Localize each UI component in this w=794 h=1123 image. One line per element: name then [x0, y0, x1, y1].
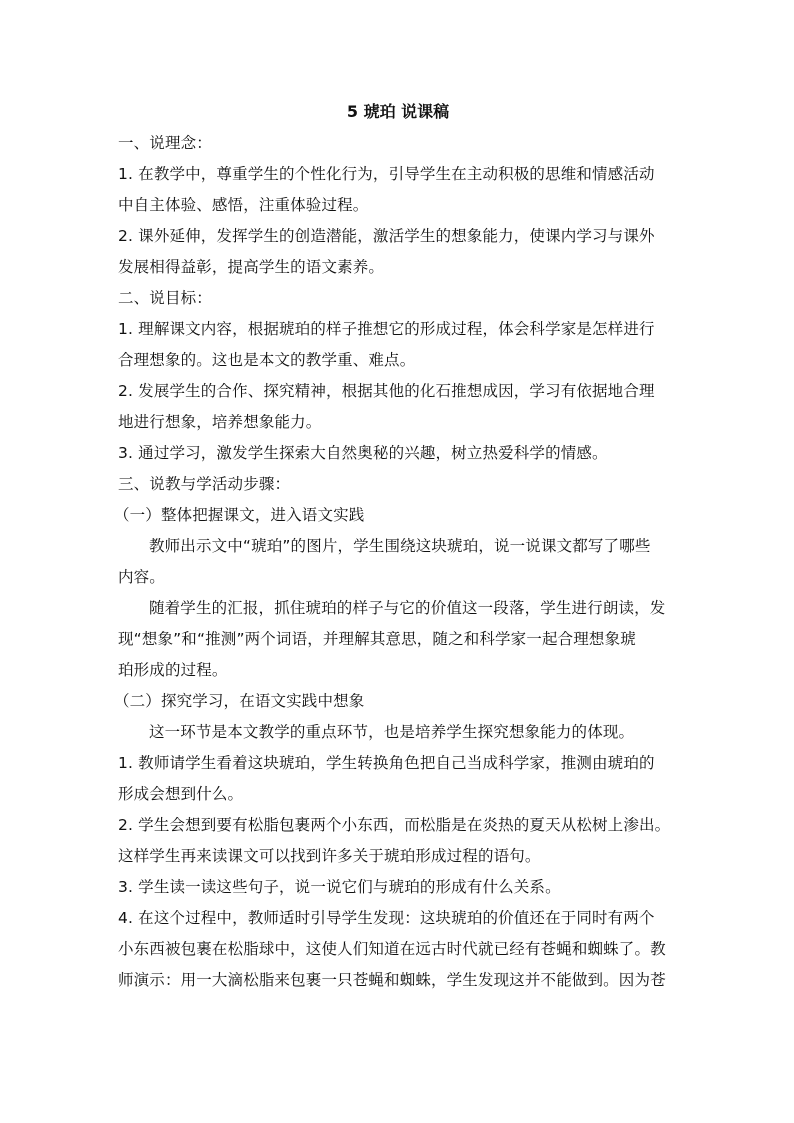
paragraph-line: 教师出示文中“琥珀”的图片，学生围绕这块琥珀，说一说课文都写了哪些 — [149, 537, 651, 555]
paragraph-line: 2. 发展学生的合作、探究精神，根据其他的化石推想成因，学习有依据地合理 — [118, 382, 655, 400]
paragraph-line: 内容。 — [118, 568, 165, 586]
document-body — [114, 96, 678, 996]
paragraph-line: 小东西被包裹在松脂球中，这使人们知道在远古时代就已经有苍蝇和蜘蛛了。教 — [118, 940, 666, 958]
paragraph-line: 这样学生再来读课文可以找到许多关于琥珀形成过程的语句。 — [118, 847, 541, 865]
paragraph-line: 2. 课外延伸，发挥学生的创造潜能，激活学生的想象能力，使课内学习与课外 — [118, 227, 655, 245]
section-heading-goals: 二、说目标： — [118, 289, 212, 307]
paragraph-line: 1. 在教学中，尊重学生的个性化行为，引导学生在主动积极的思维和情感活动 — [118, 165, 655, 183]
section-heading-steps: 三、说教与学活动步骤： — [118, 475, 291, 493]
paragraph-line: 1. 理解课文内容，根据琥珀的样子推想它的形成过程，体会科学家是怎样进行 — [118, 320, 655, 338]
paragraph-line: 合理想象的。这也是本文的教学重、难点。 — [118, 351, 416, 369]
subsection-heading-explore: （二）探究学习，在语文实践中想象 — [114, 692, 365, 710]
paragraph-line: 发展相得益彰，提高学生的语文素养。 — [118, 258, 385, 276]
paragraph-line: 中自主体验、感悟，注重体验过程。 — [118, 196, 369, 214]
paragraph-line: 珀形成的过程。 — [118, 661, 228, 679]
paragraph-line: 随着学生的汇报，抓住琥珀的样子与它的价值这一段落，学生进行朗读，发 — [149, 599, 666, 617]
paragraph-line: 地进行想象，培养想象能力。 — [118, 413, 322, 431]
subsection-heading-overall: （一）整体把握课文，进入语文实践 — [114, 506, 365, 524]
paragraph-line: 2. 学生会想到要有松脂包裹两个小东西，而松脂是在炎热的夏天从松树上渗出。 — [118, 816, 671, 834]
paragraph-line: 这一环节是本文教学的重点环节，也是培养学生探究想象能力的体现。 — [149, 723, 635, 741]
paragraph-line: 现“想象”和“推测”两个词语，并理解其意思，随之和科学家一起合理想象琥 — [118, 630, 636, 648]
paragraph-line: 3. 学生读一读这些句子，说一说它们与琥珀的形成有什么关系。 — [118, 878, 561, 896]
document-title: 5 琥珀 说课稿 — [346, 102, 450, 121]
paragraph-line: 4. 在这个过程中，教师适时引导学生发现：这块琥珀的价值还在于同时有两个 — [118, 909, 655, 927]
paragraph-line: 形成会想到什么。 — [118, 785, 244, 803]
paragraph-line: 1. 教师请学生看着这块琥珀，学生转换角色把自己当成科学家，推测由琥珀的 — [118, 754, 655, 772]
paragraph-line: 师演示：用一大滴松脂来包裹一只苍蝇和蜘蛛，学生发现这并不能做到。因为苍 — [118, 971, 666, 989]
section-heading-philosophy: 一、说理念： — [118, 134, 212, 152]
paragraph-line: 3. 通过学习，激发学生探索大自然奥秘的兴趣，树立热爱科学的情感。 — [118, 444, 608, 462]
